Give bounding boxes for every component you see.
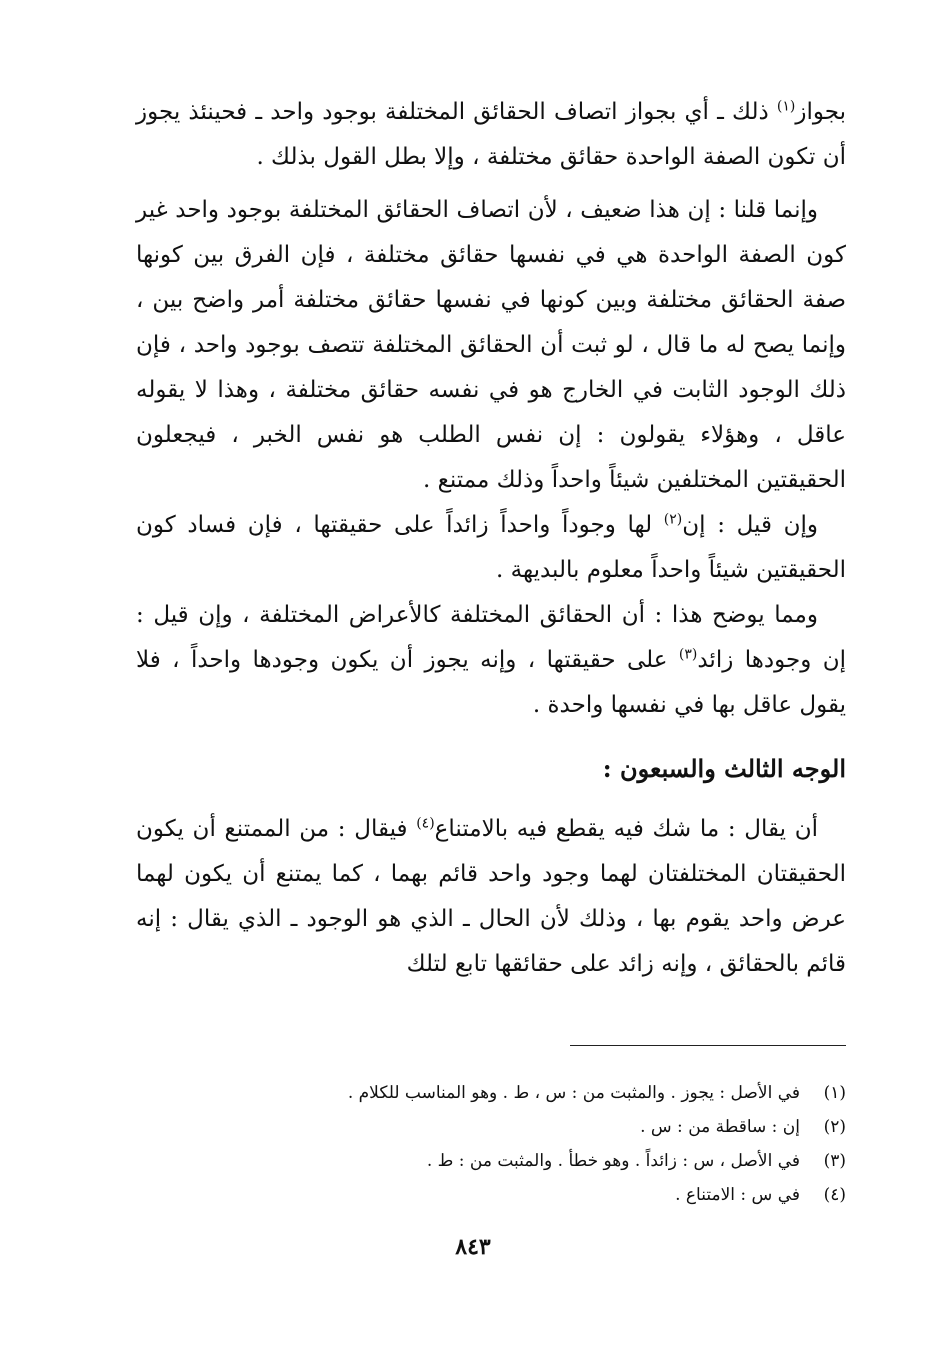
footnote-ref-4[interactable]: (٤) bbox=[416, 815, 435, 832]
footnote-number: (١) bbox=[823, 1083, 846, 1103]
paragraph-3 bbox=[136, 503, 846, 593]
paragraph-text: أن يقال : ما شك فيه يقطع فيه بالامتناع bbox=[434, 816, 818, 842]
paragraph-2 bbox=[136, 188, 846, 503]
footnote-item bbox=[136, 1110, 846, 1144]
footnote-text: إن : ساقطة من : س . bbox=[640, 1117, 800, 1137]
footnote-ref-1[interactable]: (١) bbox=[776, 98, 796, 115]
footnote-number: (٤) bbox=[823, 1185, 846, 1205]
footnote-ref-3[interactable]: (٣) bbox=[678, 646, 698, 663]
footnote-number: (٣) bbox=[823, 1151, 846, 1171]
footnote-ref-2[interactable]: (٢) bbox=[663, 511, 683, 528]
footnote-item bbox=[136, 1178, 846, 1212]
page-number: ٨٤٣ bbox=[455, 1234, 491, 1260]
footnote-text: في الأصل ، س : زائداً . وهو خطأ . والمثبت من : ط . bbox=[426, 1151, 800, 1171]
paragraph-5 bbox=[136, 807, 846, 987]
paragraph-text: وإن قيل : إن bbox=[682, 512, 818, 538]
paragraph-text: فيقال : من الممتنع أن يكون الحقيقتان المختلفتان لهما وجود واحد قائم بهما ، كما يمتنع أن يكون لهما عرض واحد يقوم بها ، وذلك لأن الحال ـ الذي هو الوجود ـ الذي يقال : إنه قائم بالحقائق ، وإنه زائد على حقائقها تابع لتلك bbox=[136, 816, 846, 977]
paragraph-text: بجواز bbox=[795, 99, 846, 125]
main-text bbox=[136, 90, 846, 987]
footnote-text: في س : الامتناع . bbox=[675, 1185, 800, 1205]
paragraph-text: على حقيقتها ، وإنه يجوز أن يكون وجودها واحداً ، فلا يقول عاقل بها في نفسها واحدة . bbox=[136, 647, 846, 718]
footnote-item bbox=[136, 1076, 846, 1110]
footnotes bbox=[136, 1076, 846, 1212]
footnote-separator bbox=[570, 1045, 846, 1046]
paragraph-1 bbox=[136, 90, 846, 180]
section-heading: الوجه الثالث والسبعون : bbox=[602, 754, 846, 783]
footnote-text: في الأصل : يجوز . والمثبت من : س ، ط . وهو المناسب للكلام . bbox=[347, 1083, 800, 1103]
paragraph-text: ومما يوضح هذا : أن الحقائق المختلفة كالأعراض المختلفة ، وإن قيل : إن وجودها زائد bbox=[136, 602, 847, 673]
paragraph-4 bbox=[136, 593, 846, 728]
paragraph-text: لها وجوداً واحداً زائداً على حقيقتها ، فإن فساد كون الحقيقتين شيئاً واحداً معلوم بالبديهة . bbox=[136, 512, 846, 583]
footnote-item bbox=[136, 1144, 846, 1178]
paragraph-text: وإنما قلنا : إن هذا ضعيف ، لأن اتصاف الحقائق المختلفة بوجود واحد غير كون الصفة الواحدة هي في نفسها حقائق مختلفة ، فإن الفرق بين كونها صفة الحقائق مختلفة وبين كونها في نفسها حقائق مختلفة أمر واضح بين ، وإنما يصح له ما قال ، لو ثبت أن الحقائق المختلفة تتصف بوجود واحد ، فإن ذلك الوجود الثابت في الخارج هو في نفسه حقائق مختلفة ، وهذا لا يقوله عاقل ، وهؤلاء يقولون : إن نفس الطلب هو نفس الخبر ، فيجعلون الحقيقتين المختلفين شيئاً واحداً وذلك ممتنع . bbox=[136, 197, 846, 493]
paragraph-text: ذلك ـ أي بجواز اتصاف الحقائق المختلفة بوجود واحد ـ فحينئذ يجوز أن تكون الصفة الواحدة حقائق مختلفة ، وإلا بطل القول بذلك . bbox=[136, 99, 846, 170]
footnote-number: (٢) bbox=[823, 1117, 846, 1137]
